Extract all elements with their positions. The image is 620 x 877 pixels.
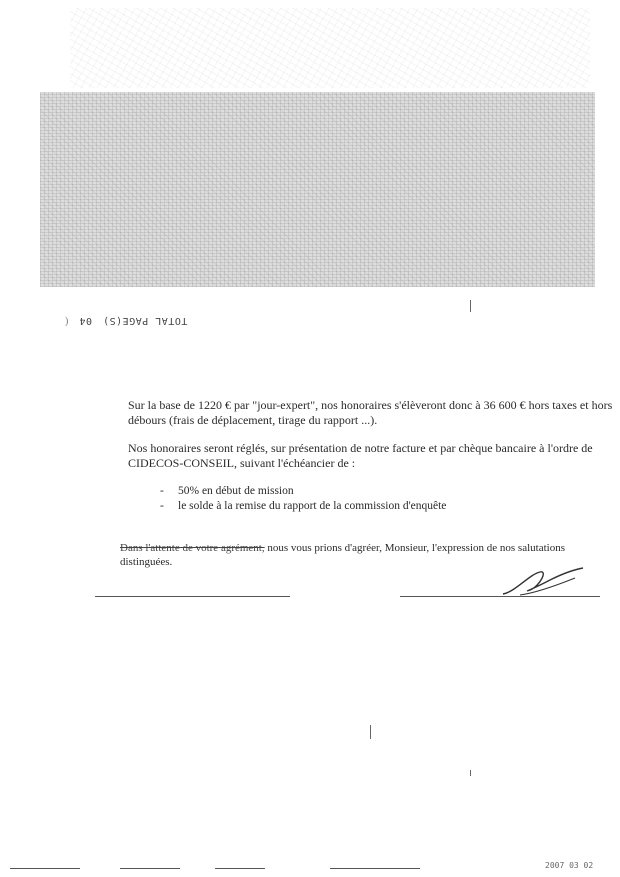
- bullet-dash: -: [160, 485, 164, 497]
- scan-artifact: [470, 770, 471, 776]
- total-pages-value: 04: [79, 315, 93, 326]
- fees-paragraph: Sur la base de 1220 € par "jour-expert", nos honoraires s'élèveront donc à 36 600 € hors taxes et hors débours (frais de déplacement, tirage du rapport ...).: [128, 398, 613, 427]
- total-pages-label: TOTAL PAGE(S): [102, 315, 188, 326]
- redacted-scan-block: [40, 92, 595, 287]
- margin-mark: ): [65, 316, 69, 327]
- footer-scan-line: [10, 868, 80, 869]
- bullet-dash: -: [160, 500, 164, 512]
- fax-timestamp: 2007 03 02: [545, 861, 594, 870]
- schedule-item-text: le solde à la remise du rapport de la commission d'enquête: [178, 500, 447, 512]
- closing-text: nous vous prions d'agréer, Monsieur, l'expression de nos salutations distinguées.: [120, 542, 565, 568]
- schedule-item-text: 50% en début de mission: [178, 485, 294, 497]
- separator-line-left: [95, 596, 290, 597]
- handwritten-signature: [500, 564, 585, 598]
- payment-schedule-list: [160, 484, 446, 514]
- list-item: [160, 499, 446, 514]
- scan-artifact: [370, 725, 371, 739]
- footer-scan-line: [120, 868, 180, 869]
- footer-scan-line: [330, 868, 420, 869]
- struck-closing-text: Dans l'attente de votre agrément,: [120, 542, 265, 554]
- footer-scan-line: [215, 868, 265, 869]
- scanned-noise-top: [70, 8, 590, 88]
- payment-paragraph: Nos honoraires seront réglés, sur présentation de notre facture et par chèque bancaire à l'ordre de CIDECOS-CONSEIL, suivant l'échéancier de :: [128, 441, 593, 470]
- scan-artifact: [470, 300, 471, 312]
- list-item: [160, 484, 446, 499]
- fax-total-pages-header: [75, 315, 187, 326]
